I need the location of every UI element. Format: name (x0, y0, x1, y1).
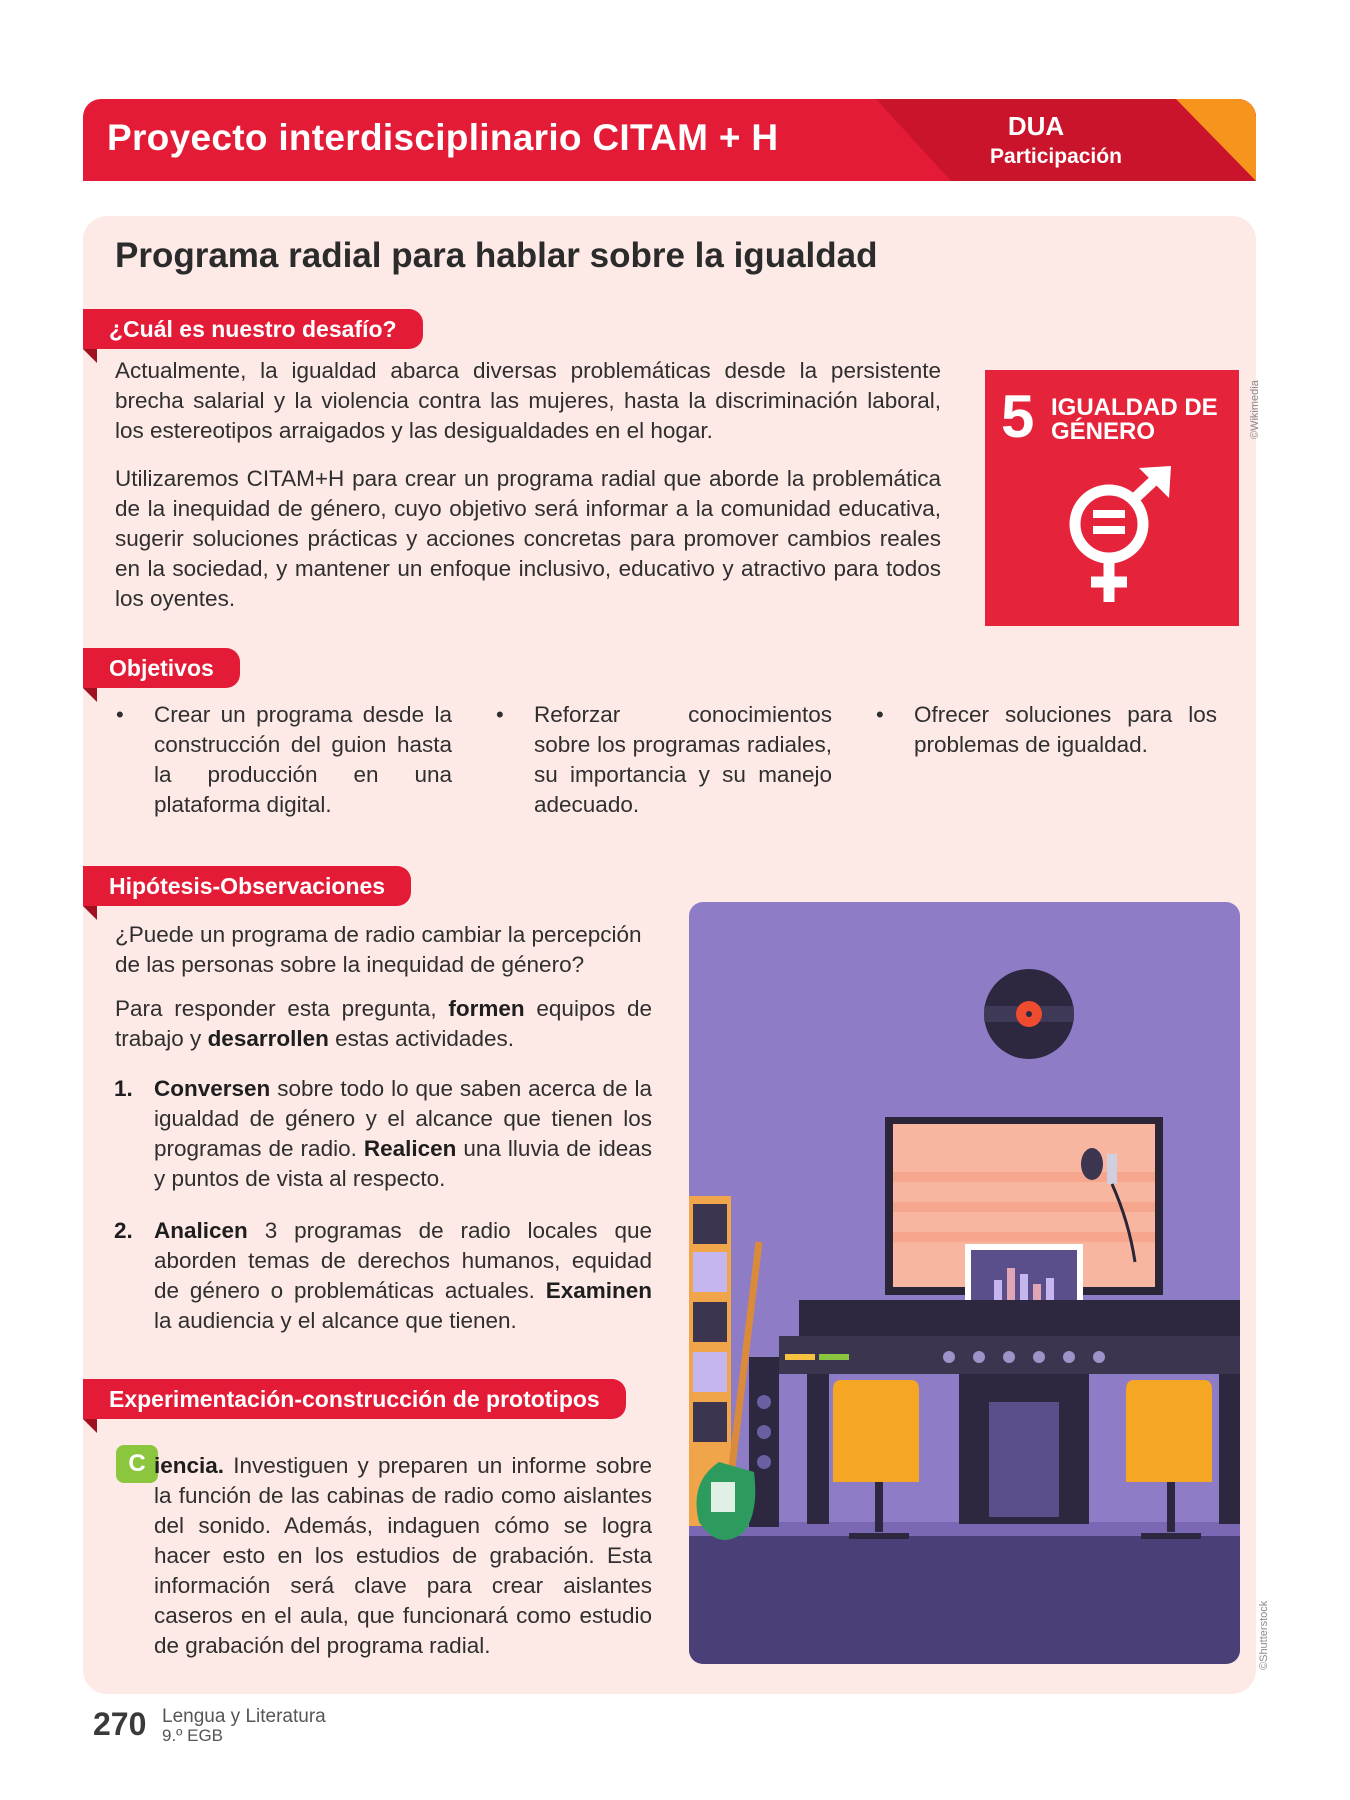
sdg-label: IGUALDAD DE GÉNERO (1051, 394, 1218, 445)
intro-verb: formen (448, 996, 525, 1021)
tag-fold (83, 349, 97, 363)
step-verb: Realicen (363, 1136, 457, 1161)
tag-fold (83, 906, 97, 920)
dua-label: DUA (1007, 111, 1065, 141)
experiment-tag: Experimentación-construcción de prototipos (83, 1379, 626, 1419)
objective-item (876, 700, 1217, 760)
objective-item (116, 700, 452, 820)
objectives-tag: Objetivos (83, 648, 240, 688)
sdg-5-gender-equality-icon (985, 370, 1239, 626)
objective-text: Ofrecer soluciones para los problemas de igualdad. (914, 702, 1217, 757)
radio-studio-illustration (689, 902, 1240, 1664)
bullet-icon: • (496, 702, 504, 727)
gender-equality-symbol-icon (1059, 466, 1179, 606)
bullet-icon: • (116, 702, 124, 727)
subject-label: Lengua y Literatura (162, 1706, 326, 1727)
content-card (83, 216, 1261, 1694)
tag-fold (83, 688, 97, 702)
dua-participation-label: Participación (990, 145, 1122, 168)
wikimedia-credit: ©Wikimedia (1249, 380, 1261, 439)
objective-text: Crear un programa desde la construcción del guion hasta la producción en una plataforma digital. (154, 702, 452, 817)
challenge-paragraph-2: Utilizaremos CITAM+H para crear un programa radial que aborde la problemática de la inequidad de género, cuyo objetivo será informar a la comunidad educativa, sugerir soluciones prácticas y acciones concretas para promover cambios reales en la sociedad, y mantener un enfoque inclusivo, educativo y atractivo para todos los oyentes. (115, 466, 941, 611)
project-title: Proyecto interdisciplinario CITAM + H (107, 117, 779, 158)
challenge-tag: ¿Cuál es nuestro desafío? (83, 309, 423, 349)
step-number: 2. (114, 1218, 133, 1243)
experiment-paragraph (154, 1451, 652, 1661)
step-number: 1. (114, 1076, 133, 1101)
hypothesis-tag: Hipótesis-Observaciones (83, 866, 411, 906)
intro-text: estas actividades. (328, 1026, 514, 1051)
shutterstock-credit: ©Shutterstock (1258, 1600, 1270, 1670)
tag-fold (83, 1419, 97, 1433)
project-header-banner (83, 99, 1256, 181)
activity-step-2 (114, 1216, 652, 1336)
step-text: una lluvia de ideas y puntos de vista al respecto. (154, 1136, 653, 1191)
step-text: la audiencia y el alcance que tienen. (154, 1308, 517, 1333)
hypothesis-intro (115, 994, 652, 1054)
science-badge: C (116, 1445, 158, 1483)
step-verb: Analicen (154, 1218, 248, 1243)
bullet-icon: • (876, 702, 884, 727)
sdg-number: 5 (1001, 383, 1035, 450)
objective-item (496, 700, 832, 820)
objective-text: Reforzar conocimientos sobre los programas radiales, su importancia y su manejo adecuado. (534, 702, 832, 817)
hypothesis-question: ¿Puede un programa de radio cambiar la percepción de las personas sobre la inequidad de género? (115, 922, 642, 977)
step-text: 3 programas de radio locales que aborden temas de derechos humanos, equidad de género o problemáticas actuales. (154, 1218, 652, 1303)
experiment-text: Investiguen y preparen un informe sobre la función de las cabinas de radio como aislantes del sonido. Además, indaguen cómo se logra hacer esto en los estudios de grabación. Esta información será clave para crear aislantes caseros en el aula, que funcionará como estudio de grabación del programa radial. (154, 1453, 652, 1658)
page-number: 270 (93, 1706, 147, 1742)
challenge-paragraph-1: Actualmente, la igualdad abarca diversas problemáticas desde la persistente brecha salarial y la violencia contra las mujeres, hasta la discriminación laboral, los estereotipos arraigados y las desigualdades en el hogar. (115, 358, 941, 443)
intro-text: Para responder esta pregunta, (115, 996, 449, 1021)
recording-studio-image (689, 902, 1240, 1664)
grade-label: 9.º EGB (162, 1726, 224, 1745)
page-title: Programa radial para hablar sobre la igualdad (115, 236, 878, 275)
step-verb: Examinen (545, 1278, 652, 1303)
activity-step-1 (114, 1074, 653, 1194)
intro-text: equipos de trabajo y (115, 996, 652, 1051)
intro-verb: desarrollen (207, 1026, 329, 1051)
experiment-lead: iencia. (154, 1453, 225, 1478)
step-text: sobre todo lo que saben acerca de la igualdad de género y el alcance que tienen los programas de radio. (154, 1076, 652, 1161)
step-verb: Conversen (154, 1076, 271, 1101)
